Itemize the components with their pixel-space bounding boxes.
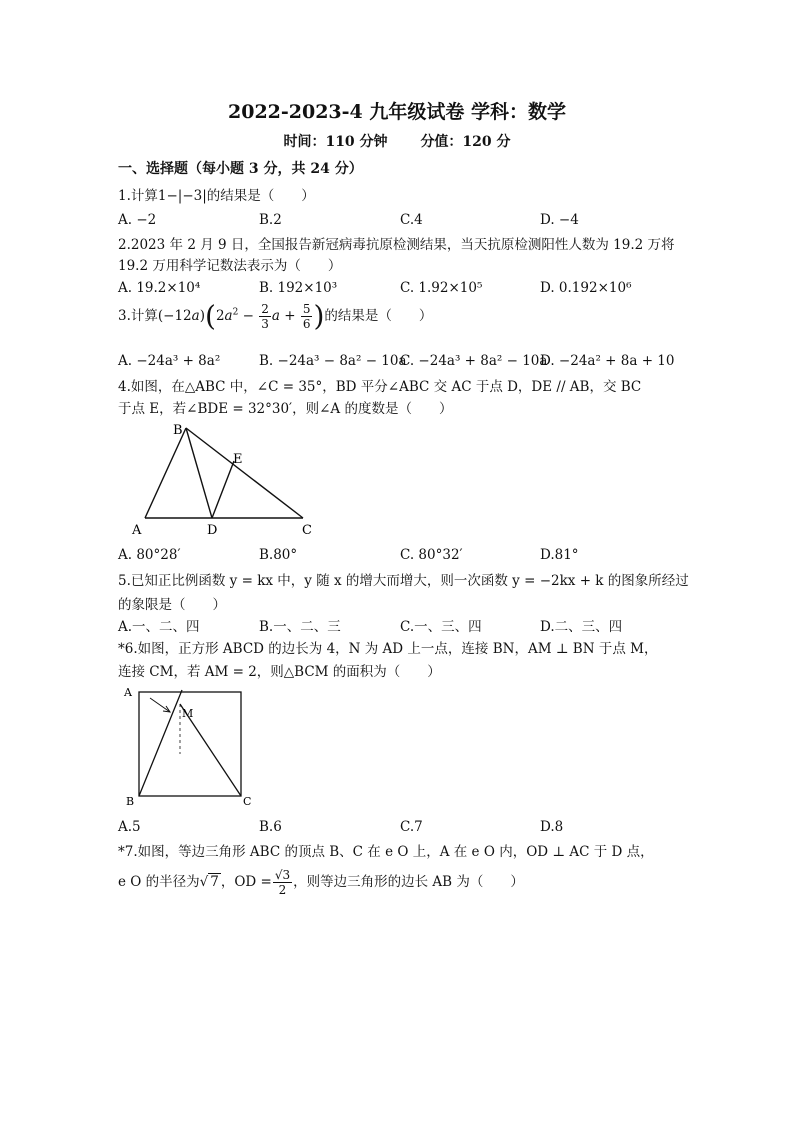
triangle-figure (128, 418, 328, 544)
question-2-line1: 2.2023 年 2 月 9 日，全国报告新冠病毒抗原检测结果，当天抗原检测阳性人数为 19.2 万将 (118, 237, 675, 253)
question-6-line2: 连接 CM，若 AM = 2，则△BCM 的面积为（ ） (118, 664, 441, 680)
section-heading: 一、选择题（每小题 3 分，共 24 分） (118, 161, 363, 177)
q1-prefix: 1.计算 (118, 188, 158, 204)
label-d: D (207, 523, 218, 538)
question-5-line1: 5.已知正比例函数 y = kx 中，y 随 x 的增大而增大，则一次函数 y = −2kx + k 的图象所经过 (118, 573, 689, 589)
segment-ab (145, 428, 186, 518)
q3-prefix: 3.计算 (118, 308, 158, 324)
q5-option-b: B.一、二、三 (259, 619, 341, 635)
q1-expression: 1−|−3| (157, 188, 207, 204)
segment-am (150, 698, 170, 712)
question-2-line2: 19.2 万用科学记数法表示为（ ） (118, 258, 342, 274)
question-7-line1: *7.如图，等边三角形 ABC 的顶点 B、C 在 e O 上，A 在 e O 内，OD ⊥ AC 于 D 点， (118, 844, 654, 860)
q7-sqrt-value: 7 (210, 874, 219, 890)
q1-option-b: B.2 (259, 212, 282, 228)
q3-option-d: D. −24a² + 8a + 10 (540, 353, 675, 369)
q3-suffix: 的结果是（ ） (324, 308, 433, 324)
q6-option-a: A.5 (118, 819, 141, 835)
q5-option-c: C.一、三、四 (400, 619, 482, 635)
exam-score: 分值：120 分 (420, 134, 511, 150)
q1-option-a: A. −2 (118, 212, 157, 228)
question-3 (118, 299, 433, 333)
question-7-line2: e O 的半径为√ 7 ，OD = $\frac{√3}{2}$ ，则等边三角形的边长 AB 为（ ） (118, 868, 524, 897)
page-title: 2022-2023-4 九年级试卷 学科：数学 (228, 101, 566, 123)
label-c: C (302, 523, 312, 538)
question-5-line2: 的象限是（ ） (118, 597, 226, 613)
question-4-line2: 于点 E，若∠BDE = 32°30′，则∠A 的度数是（ ） (118, 401, 453, 417)
q1-suffix: 的结果是（ ） (206, 188, 315, 204)
segment-bc (186, 428, 303, 518)
q6-option-d: D.8 (540, 819, 564, 835)
question-4-line1: 4.如图，在△ABC 中，∠C = 35°，BD 平分∠ABC 交 AC 于点 D，DE // AB，交 BC (118, 379, 642, 395)
label-c: C (243, 795, 252, 808)
segment-bd (186, 428, 212, 518)
q7-radius-text: e O 的半径为 (118, 874, 200, 890)
q4-option-a: A. 80°28′ (118, 547, 181, 563)
label-e: E (233, 452, 243, 467)
label-a: A (124, 686, 132, 699)
q6-option-c: C.7 (400, 819, 423, 835)
label-a: A (132, 523, 142, 538)
label-m: M (182, 707, 194, 720)
q1-option-d: D. −4 (540, 212, 579, 228)
q2-option-d: D. 0.192×10⁶ (540, 280, 632, 296)
label-b: B (173, 423, 183, 438)
q2-option-a: A. 19.2×10⁴ (118, 280, 201, 296)
exam-time: 时间：110 分钟 (283, 134, 388, 150)
q4-option-d: D.81° (540, 547, 579, 563)
segment-de (212, 461, 234, 518)
q6-option-b: B.6 (259, 819, 282, 835)
q7-od-fraction: $\frac{√3}{2}$ (274, 868, 291, 897)
q3-option-b: B. −24a³ − 8a² − 10a (259, 353, 407, 369)
q2-option-c: C. 1.92×10⁵ (400, 280, 483, 296)
label-b: B (126, 795, 135, 808)
q1-option-c: C.4 (400, 212, 423, 228)
question-6-line1: *6.如图，正方形 ABCD 的边长为 4，N 为 AD 上一点，连接 BN，AM ⊥ BN 于点 M， (118, 641, 658, 657)
q2-option-b: B. 192×10³ (259, 280, 338, 296)
q5-option-a: A.一、二、四 (118, 619, 200, 635)
exam-meta (0, 131, 794, 151)
q3-option-c: C. −24a³ + 8a² − 10a (400, 353, 548, 369)
q4-option-b: B.80° (259, 547, 298, 563)
q7-od-text: ，OD = (220, 874, 272, 890)
q5-option-d: D.二、三、四 (540, 619, 623, 635)
q4-option-c: C. 80°32′ (400, 547, 463, 563)
question-1 (118, 184, 315, 204)
square-figure (122, 684, 258, 808)
q3-option-a: A. −24a³ + 8a² (118, 353, 221, 369)
q7-suffix: ，则等边三角形的边长 AB 为（ ） (293, 874, 524, 890)
q3-expression: $(-12a)(2a^2$ − $\frac{2}{3}$ a + $\frac{5}{6}$ ) (157, 299, 325, 333)
